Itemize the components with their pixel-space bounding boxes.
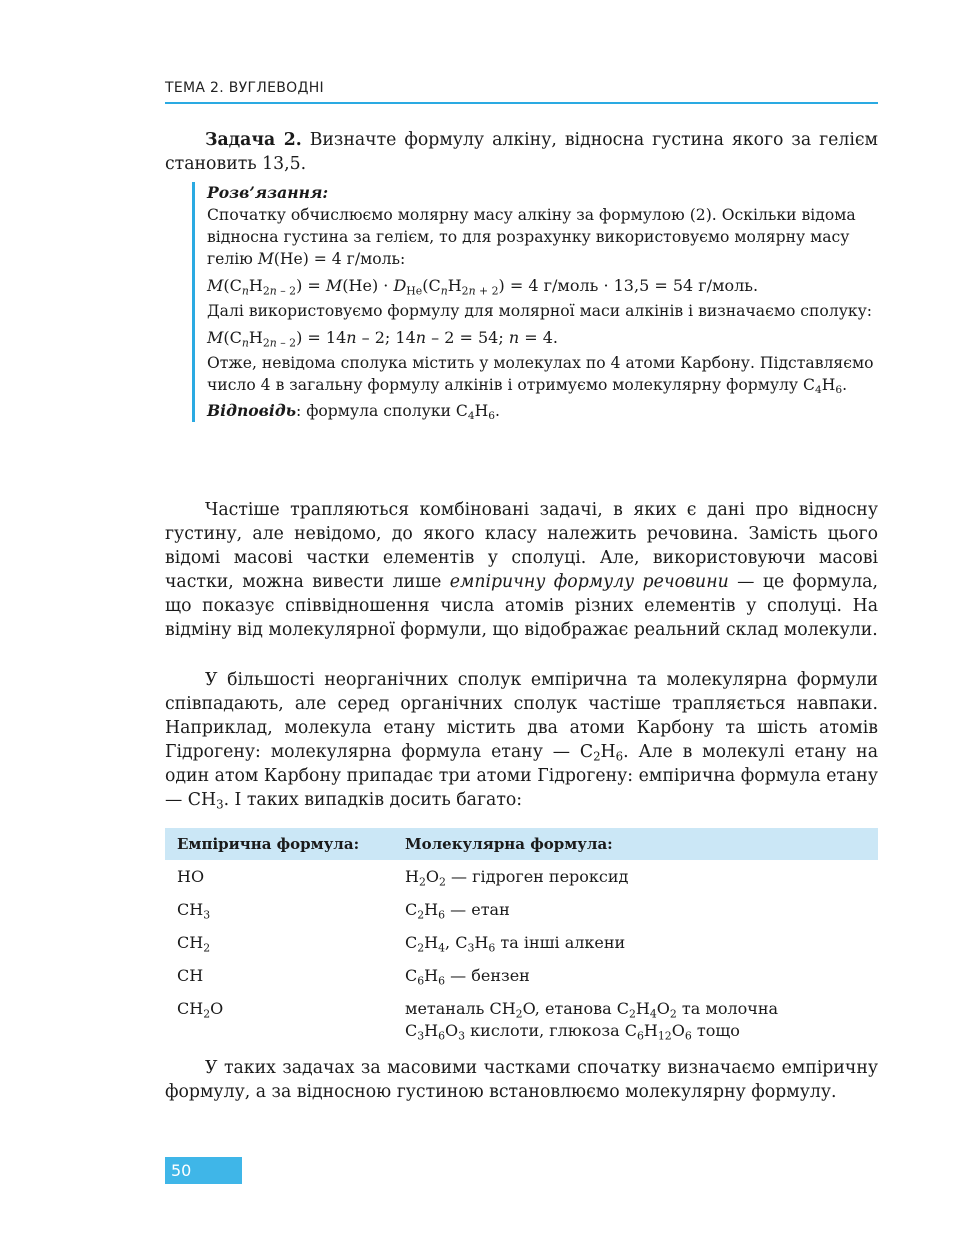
empirical-cell: $CH_2$ [177, 933, 211, 955]
body-paragraph-1: Частіше трапляються комбіновані задачі, в яких є дані про відносну густину, але невідомо, до якого класу належить речовина. Замість цього відомі масові частки елементів у сполуці. Але, використовуючи масові частки, можна вивести лише емпіричну формулу речовини — це формула, що показує співвідношення числа атомів різних елементів у сполуці. На відміну від молекулярної формули, що відображає реальний склад молекули. [165, 500, 878, 640]
table-row [165, 926, 878, 959]
solution-step-2: Далі використовуємо формулу для молярної маси алкінів і визначаємо сполуку: [207, 302, 873, 320]
solution-step-3: Отже, невідома сполука містить у молекулах по 4 атоми Карбону. Підставляємо число 4 в загальну формулу алкінів і отримуємо молекулярну формулу $C_4H_6$. [207, 354, 874, 397]
table-row [165, 860, 878, 893]
solution-block [192, 182, 878, 422]
empirical-cell: $CH_3$ [177, 900, 211, 922]
answer-label: Відповідь [207, 401, 296, 420]
task-statement [165, 128, 878, 176]
molecular-cell: $C_2H_4$, $C_3H_6$ та інші алкени [405, 933, 626, 955]
body-paragraph-3: У таких задачах за масовими частками спочатку визначаємо емпіричну формулу, а за відносною густиною встановлюємо молекулярну формулу. [165, 1058, 878, 1102]
solution-heading: Розв’язання: [207, 183, 329, 202]
solution-step-1: Спочатку обчислюємо молярну масу алкіну за формулою (2). Оскільки відома відносна густина за гелієм, то для розрахунку використовуємо молярну масу гелію M(He) = 4 г/моль: [207, 206, 856, 268]
molecular-cell: $H_2O_2$ — гідроген пероксид [405, 867, 629, 889]
molecular-cell: метаналь $CH_2O$, етанова $C_2H_4O_2$ та молочна $C_3H_6O_3$ кислоти, глюкоза $C_6H_{12}O_6$ тощо [405, 999, 779, 1043]
emphasis-term: емпіричну формулу речовини [449, 572, 729, 592]
answer: Відповідь: формула сполуки $C_4H_6$. [207, 401, 500, 423]
page-number: 50 [165, 1157, 242, 1184]
equation-1: $M(C_nH_{2n - 2}) = M(He) \cdot D_{He}(C_nH_{2n + 2}) = 4$ г/моль · 13,5 = 54 г/моль. [207, 276, 759, 298]
molecular-cell: $C_2H_6$ — етан [405, 900, 510, 922]
empirical-cell: CH [177, 966, 204, 985]
equation-2: $M(C_nH_{2n - 2}) = 14n - 2$; 14n – 2 = 54; n = 4. [207, 328, 558, 350]
table-header-molecular: Молекулярна формула: [393, 828, 878, 860]
formula-table [165, 828, 878, 1047]
table-row [165, 893, 878, 926]
empirical-cell: HO [177, 867, 205, 886]
task-label: Задача 2. [205, 130, 302, 150]
table-header-empirical: Емпірична формула: [165, 828, 393, 860]
page-header: ТЕМА 2. ВУГЛЕВОДНІ [165, 80, 878, 104]
molecular-cell: $C_6H_6$ — бензен [405, 966, 530, 988]
table-row [165, 959, 878, 992]
task-text: Визначте формулу алкіну, відносна густина якого за гелієм становить 13,5. [165, 130, 878, 174]
body-paragraph-2: У більшості неорганічних сполук емпірична та молекулярна формули співпадають, але серед органічних сполук частіше трапляється навпаки. Наприклад, молекула етану містить два атоми Карбону та шість атомів Гідрогену: молекулярна формула етану — $C_2H_6$. Але в молекулі етану на один атом Карбону припадає три атоми Гідрогену: емпірична формула етану — $CH_3$. І таких випадків досить багато: [165, 670, 878, 812]
table-row [165, 992, 878, 1047]
table-header-row [165, 828, 878, 860]
empirical-cell: $CH_2O$ [177, 999, 224, 1021]
